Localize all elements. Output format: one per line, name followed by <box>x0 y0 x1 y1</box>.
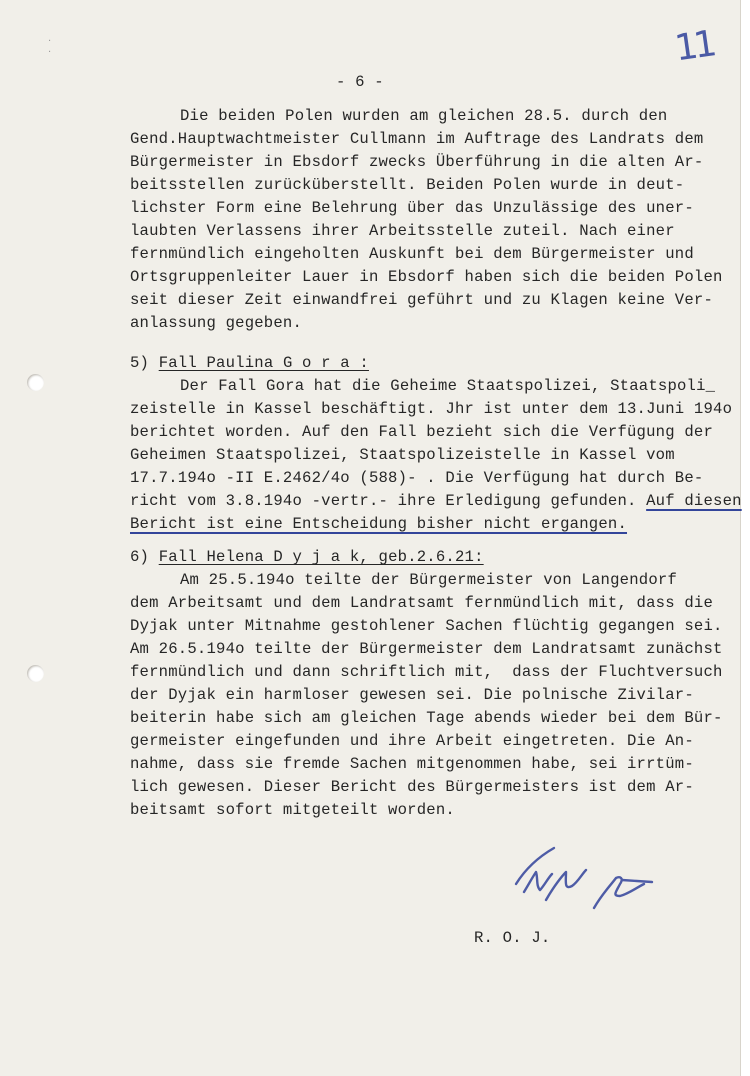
folio-number: 11 <box>672 23 716 70</box>
case-number: 5) <box>130 354 150 372</box>
page-number: - 6 - <box>336 73 384 91</box>
text-segment: richt vom 3.8.194o -vertr.- ihre Erledigung gefunden. <box>130 492 647 510</box>
text-line <box>130 515 627 533</box>
text-line: fernmündlich und dann schriftlich mit, dass der Fluchtversuch <box>130 663 723 681</box>
text-line: Gend.Hauptwachtmeister Cullmann im Auftrage des Landrats dem <box>130 130 704 148</box>
page-edge <box>741 0 750 1076</box>
text-line: der Dyjak ein harmloser gewesen sei. Die polnische Zivilar- <box>130 686 694 704</box>
text-line <box>130 492 742 510</box>
text-line: fernmündlich eingeholten Auskunft bei dem Bürgermeister und <box>130 245 694 263</box>
text-line: beitsstellen zurücküberstellt. Beiden Polen wurde in deut- <box>130 176 685 194</box>
speck-marks: · · <box>48 36 52 58</box>
text-line: Dyjak unter Mitnahme gestohlener Sachen flüchtig gegangen sei. <box>130 617 723 635</box>
text-line: beiterin habe sich am gleichen Tage abends wieder bei dem Bür- <box>130 709 723 727</box>
text-line: beitsamt sofort mitgeteilt worden. <box>130 801 455 819</box>
text-line: Am 26.5.194o teilte der Bürgermeister dem Landratsamt zunächst <box>130 640 723 658</box>
text-line: Ortsgruppenleiter Lauer in Ebsdorf haben sich die beiden Polen <box>130 268 723 286</box>
marked-text: Auf diesen <box>646 492 742 510</box>
text-line: lich gewesen. Dieser Bericht des Bürgermeisters ist dem Ar- <box>130 778 694 796</box>
text-line: lichster Form eine Belehrung über das Unzulässige des uner- <box>130 199 694 217</box>
text-line: seit dieser Zeit einwandfrei geführt und zu Klagen keine Ver- <box>130 291 714 309</box>
text-line: Geheimen Staatspolizei, Staatspolizeistelle in Kassel vom <box>130 446 675 464</box>
text-line: Am 25.5.194o teilte der Bürgermeister von Langendorf <box>180 571 678 589</box>
punch-hole-lower <box>27 665 44 682</box>
signoff-initials: R. O. J. <box>474 929 551 947</box>
text-line: nahme, dass sie fremde Sachen mitgenommen habe, sei irrtüm- <box>130 755 694 773</box>
text-line: 17.7.194o -II E.2462/4o (588)- . Die Verfügung hat durch Be- <box>130 469 704 487</box>
marked-text: Bericht ist eine Entscheidung bisher nicht ergangen. <box>130 515 628 533</box>
text-line: dem Arbeitsamt und dem Landratsamt fernmündlich mit, dass die <box>130 594 714 612</box>
case-heading <box>130 354 369 372</box>
case-title: Fall Helena D y j a k, geb.2.6.21: <box>158 548 484 566</box>
case-number: 6) <box>130 548 150 566</box>
text-line: laubten Verlassens ihrer Arbeitsstelle zuteil. Nach einer <box>130 222 675 240</box>
text-line: Der Fall Gora hat die Geheime Staatspolizei, Staatspoli_ <box>180 377 716 395</box>
text-line: zeistelle in Kassel beschäftigt. Jhr ist unter dem 13.Juni 194o <box>130 400 733 418</box>
text-line: berichtet worden. Auf den Fall bezieht sich die Verfügung der <box>130 423 714 441</box>
text-line: Die beiden Polen wurden am gleichen 28.5. durch den <box>180 107 668 125</box>
punch-hole-upper <box>27 374 44 391</box>
text-line: anlassung gegeben. <box>130 314 303 332</box>
text-line: Bürgermeister in Ebsdorf zwecks Überführung in die alten Ar- <box>130 153 704 171</box>
text-line: germeister eingefunden und ihre Arbeit eingetreten. Die An- <box>130 732 694 750</box>
handwritten-signature <box>482 838 672 928</box>
case-heading <box>130 548 484 566</box>
case-title: Fall Paulina G o r a : <box>158 354 369 372</box>
